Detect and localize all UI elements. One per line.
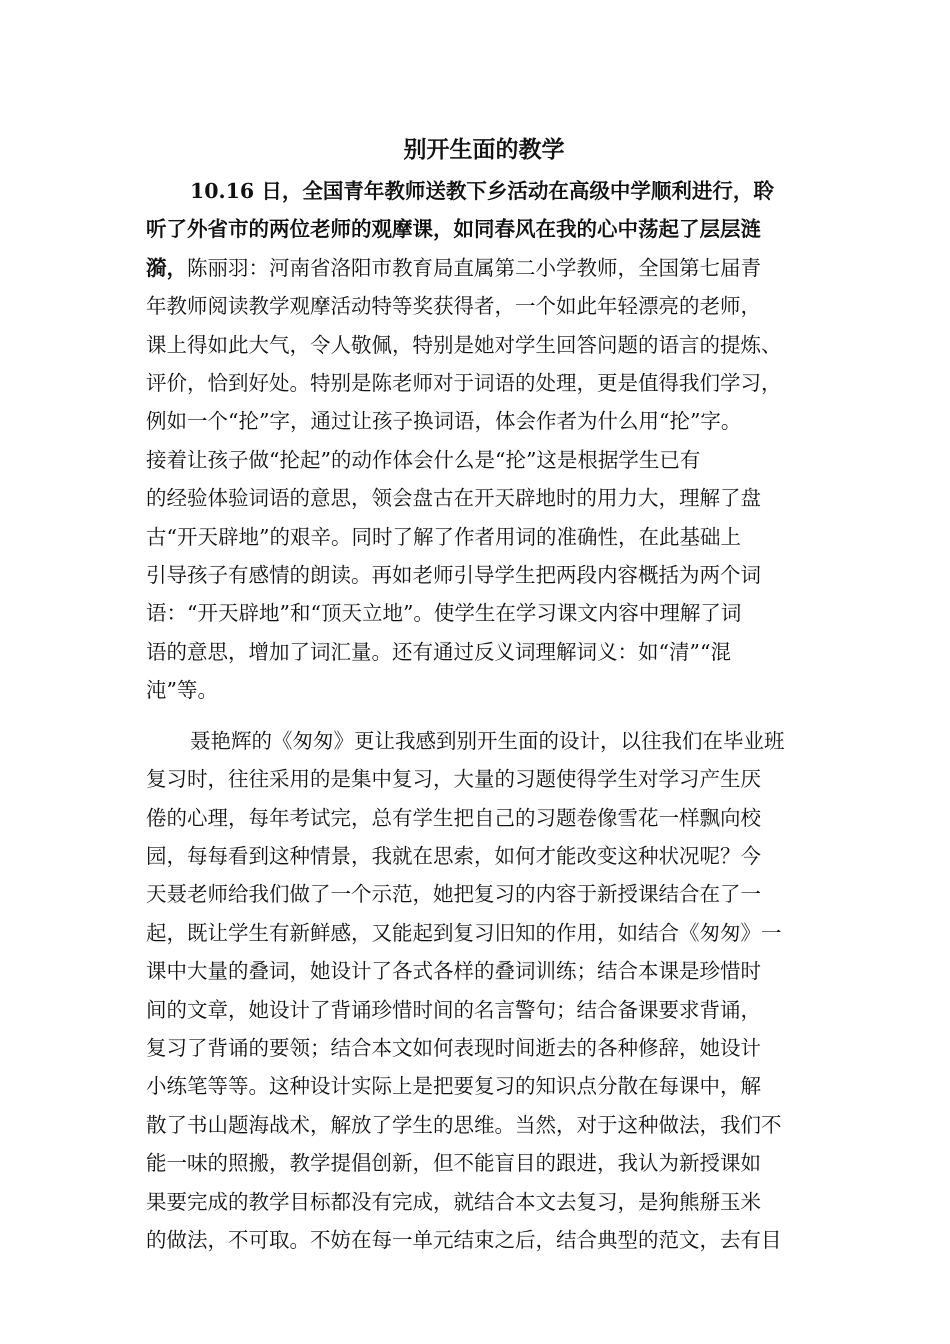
paragraph-line: 课上得如此大气，令人敬佩，特别是她对学生回答问题的语言的提炼、 xyxy=(146,332,782,357)
document-title: 别开生面的教学 xyxy=(403,136,565,163)
paragraph-line: 课中大量的叠词，她设计了各式各样的叠词训练；结合本课是珍惜时 xyxy=(146,959,761,984)
paragraph-line: 复习了背诵的要领；结合本文如何表现时间逝去的各种修辞，她设计 xyxy=(146,1035,761,1060)
paragraph-line: 引导孩子有感情的朗读。再如老师引导学生把两段内容概括为两个词 xyxy=(146,563,761,588)
paragraph-line: 倦的心理，每年考试完，总有学生把自己的习题卷像雪花一样飘向校 xyxy=(146,805,761,830)
paragraph-line: 的经验体验词语的意思，领会盘古在开天辟地时的用力大，理解了盘 xyxy=(146,486,761,511)
paragraph-line xyxy=(146,249,810,287)
paragraph-line: 古“开天辟地”的艰辛。同时了解了作者用词的准确性，在此基础上 xyxy=(146,524,741,549)
bold-text: 漪， xyxy=(146,255,187,280)
paragraph-line: 间的文章，她设计了背诵珍惜时间的名言警句；结合备课要求背诵， xyxy=(146,997,761,1022)
paragraph-line: 能一味的照搬，教学提倡创新，但不能盲目的跟进，我认为新授课如 xyxy=(146,1151,761,1176)
paragraph-line: 园，每每看到这种情景，我就在思索，如何才能改变这种状况呢？今 xyxy=(146,843,761,868)
paragraph-line: 沌”等。 xyxy=(146,678,218,703)
paragraph-line: 小练笔等等。这种设计实际上是把要复习的知识点分散在每课中，解 xyxy=(146,1074,761,1099)
paragraph-line: 年教师阅读教学观摩活动特等奖获得者，一个如此年轻漂亮的老师， xyxy=(146,294,761,319)
paragraph-line: 例如一个“抡”字，通过让孩子换词语，体会作者为什么用“抡”字。 xyxy=(146,409,742,434)
paragraph-line: 接着让孩子做“抡起”的动作体会什么是“抡”这是根据学生已有 xyxy=(146,447,701,472)
paragraph-line: 语：“开天辟地”和“顶天立地”。使学生在学习课文内容中理解了词 xyxy=(146,601,742,626)
paragraph-line: 评价，恰到好处。特别是陈老师对于词语的处理，更是值得我们学习， xyxy=(146,371,782,396)
paragraph-line: 果要完成的教学目标都没有完成，就结合本文去复习，是狗熊掰玉米 xyxy=(146,1189,761,1214)
paragraph-2 xyxy=(146,722,810,1260)
paragraph-line: 散了书山题海战术，解放了学生的思维。当然，对于这种做法，我们不 xyxy=(146,1112,782,1137)
paragraph-line: 复习时，往往采用的是集中复习，大量的习题使得学生对学习产生厌 xyxy=(146,767,761,792)
paragraph-line: 聂艳辉的《匆匆》更让我感到别开生面的设计，以往我们在毕业班 xyxy=(190,728,785,753)
paragraph-line: 听了外省市的两位老师的观摩课，如同春风在我的心中荡起了层层涟 xyxy=(146,217,761,242)
paragraph-line: 天聂老师给我们做了一个示范，她把复习的内容于新授课结合在了一 xyxy=(146,882,761,907)
paragraph-line: 的做法，不可取。不妨在每一单元结束之后，结合典型的范文，去有目 xyxy=(146,1227,782,1252)
paragraph-line: 语的意思，增加了词汇量。还有通过反义词理解词义：如“清”“混 xyxy=(146,639,731,664)
document-page xyxy=(146,128,810,1259)
normal-text: 陈丽羽：河南省洛阳市教育局直属第二小学教师，全国第七届青 xyxy=(187,255,761,280)
paragraph-1 xyxy=(146,172,810,710)
paragraph-line: 起，既让学生有新鲜感，又能起到复习旧知的作用，如结合《匆匆》一 xyxy=(146,920,782,945)
paragraph-line: 10.16 日，全国青年教师送教下乡活动在高级中学顺利进行，聆 xyxy=(190,179,774,203)
